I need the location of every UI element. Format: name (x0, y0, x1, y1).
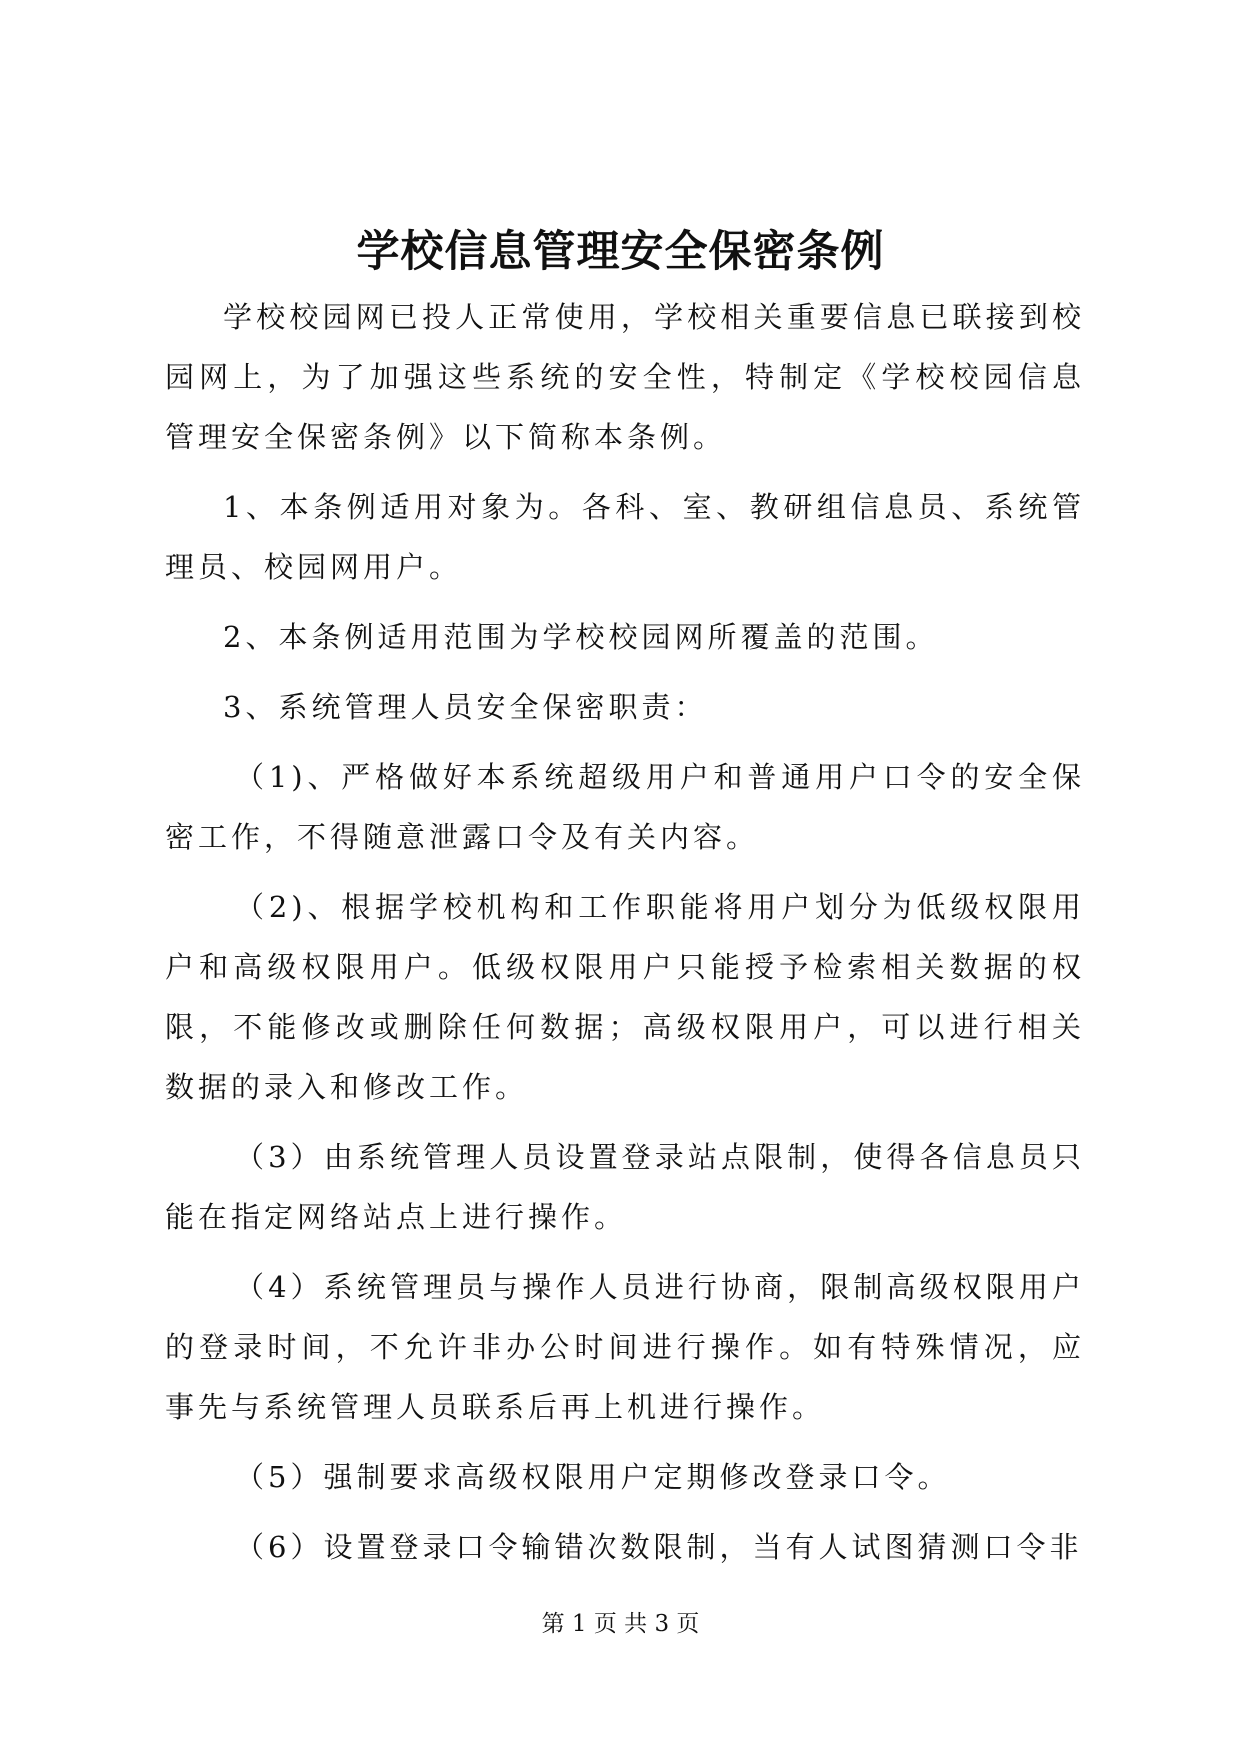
document-title: 学校信息管理安全保密条例 (356, 227, 885, 277)
paragraph-subitem-5: （5）强制要求高级权限用户定期修改登录口令。 (235, 1460, 951, 1494)
paragraph-subitem-4: （4）系统管理员与操作人员进行协商，限制高级权限用户的登录时间，不允许非办公时间进行操作。如有特殊情况，应事先与系统管理人员联系后再上机进行操作。 (165, 1270, 1085, 1424)
paragraph-intro: 学校校园网已投人正常使用，学校相关重要信息已联接到校园网上，为了加强这些系统的安全性，特制定《学校校园信息管理安全保密条例》以下简称本条例。 (165, 300, 1085, 454)
page-footer: 第 1 页 共 3 页 (541, 1611, 700, 1637)
paragraph-item-3: 3、系统管理人员安全保密职责： (223, 690, 708, 724)
paragraph-item-1: 1、本条例适用对象为。各科、室、教研组信息员、系统管理员、校园网用户。 (165, 490, 1085, 584)
paragraph-subitem-1: （1)、严格做好本系统超级用户和普通用户口令的安全保密工作，不得随意泄露口令及有关内容。 (165, 760, 1085, 854)
paragraph-subitem-2: （2)、根据学校机构和工作职能将用户划分为低级权限用户和高级权限用户。低级权限用户只能授予检索相关数据的权限，不能修改或删除任何数据；高级权限用户，可以进行相关数据的录入和修改工作。 (165, 890, 1085, 1104)
paragraph-subitem-3: （3）由系统管理人员设置登录站点限制，使得各信息员只能在指定网络站点上进行操作。 (165, 1140, 1085, 1234)
paragraph-subitem-6: （6）设置登录口令输错次数限制，当有人试图猜测口令非 (235, 1530, 1083, 1564)
document-body (165, 287, 1085, 1587)
paragraph-item-2: 2、本条例适用范围为学校校园网所覆盖的范围。 (223, 620, 939, 654)
